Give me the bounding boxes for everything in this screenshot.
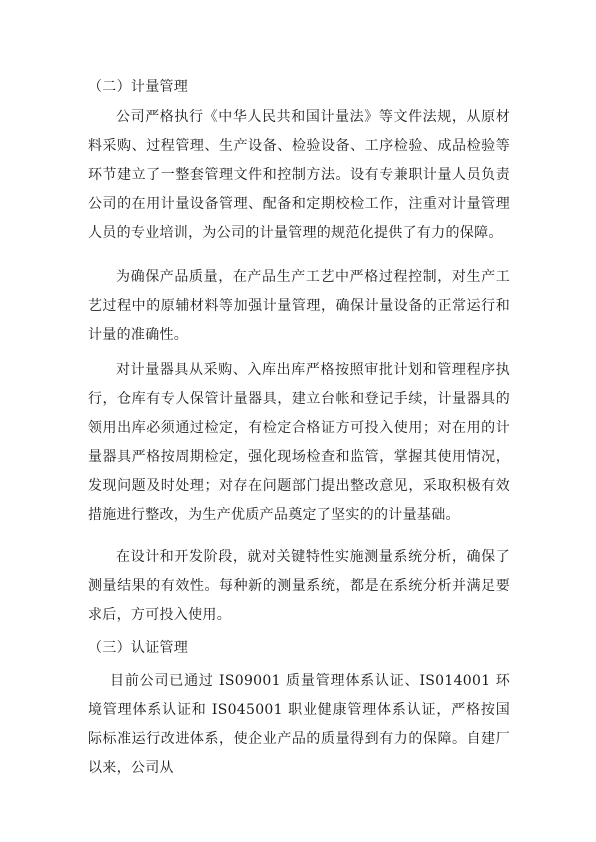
section-heading-certification: （三）认证管理 (88, 640, 189, 656)
paragraph-metrology-policy: 公司严格执行《中华人民共和国计量法》等文件法规，从原材料采购、过程管理、生产设备、检验设备、工序检验、成品检验等环节建立了一整套管理文件和控制方法。设有专兼职计量人员负责公司的在用计量设备管理、配备和定期校检工作，注重对计量管理人员的专业培训，为公司的计量管理的规范化提供了有力的保障。 (88, 109, 510, 241)
paragraph-certification: 目前公司已通过 IS09001 质量管理体系认证、IS014001 环境管理体系认证和 IS045001 职业健康管理体系认证，严格按国际标准运行改进体系，使企业产品的质量得到有力的保障。自建厂以来，公司从 (88, 673, 510, 776)
paragraph-instrument-management: 对计量器具从采购、入库出库严格按照审批计划和管理程序执行，仓库有专人保管计量器具，建立台帐和登记手续，计量器具的领用出库必须通过检定，有检定合格证方可投入使用；对在用的计量器具严格按周期检定，强化现场检查和监管，掌握其使用情况，发现问题及时处理；对存在问题部门提出整改意见，采取积极有效措施进行整改，为生产优质产品奠定了坚实的的计量基础。 (88, 362, 510, 523)
section-heading-metrology: （二）计量管理 (88, 79, 189, 95)
paragraph-measurement-system-analysis: 在设计和开发阶段，就对关键特性实施测量系统分析，确保了测量结果的有效性。每种新的测量系统，都是在系统分析并满足要求后，方可投入使用。 (88, 549, 510, 623)
paragraph-process-control: 为确保产品质量，在产品生产工艺中严格过程控制，对生产工艺过程中的原辅材料等加强计量管理，确保计量设备的正常运行和计量的准确性。 (88, 269, 510, 343)
